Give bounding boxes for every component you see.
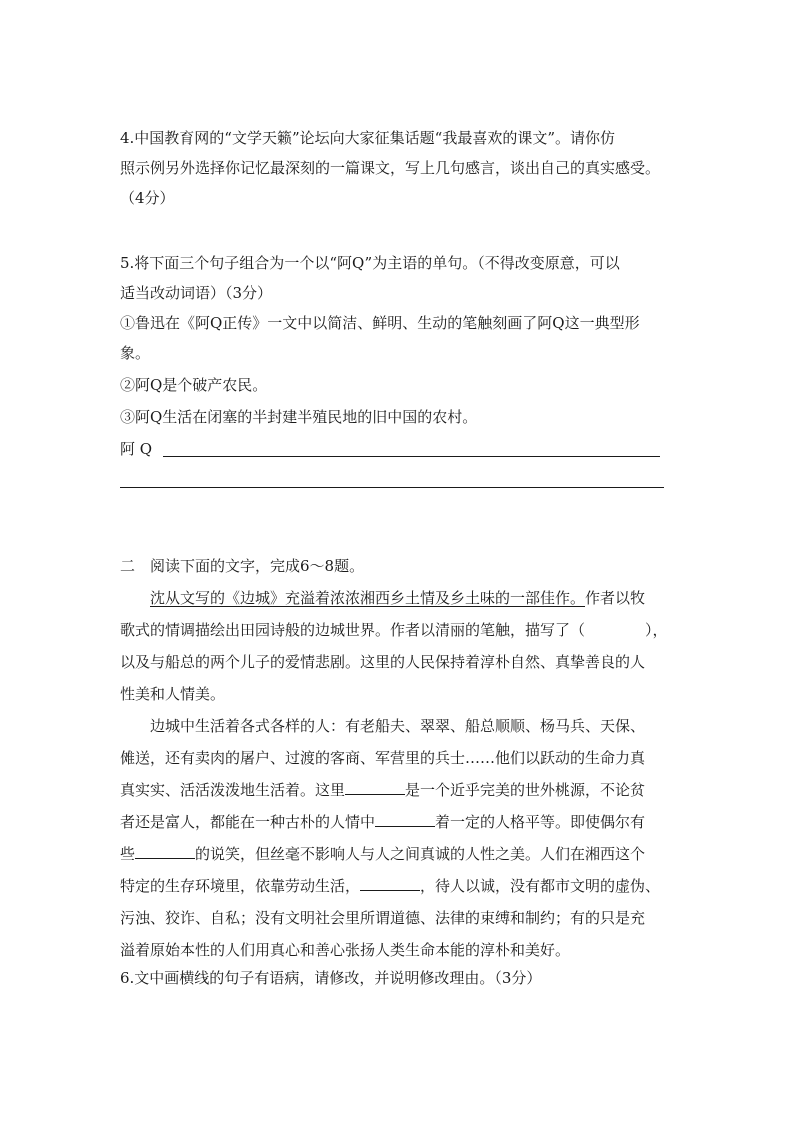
passage-p2-line-6 [120,876,660,896]
passage-p2-line-4-b: 着一定的人格平等。即使偶尔有 [435,813,646,831]
passage-p2-line-5-b: 的说笑，但丝毫不影响人与人之间真诚的人性之美。人们在湘西这个 [195,845,646,863]
passage-p1-line-1 [150,588,645,608]
passage-p1-line-3: 以及与船总的两个儿子的爱情悲剧。这里的人民保持着淳朴自然、真挚善良的人 [120,653,646,671]
q5-line-2: 适当改动词语）（3分） [120,284,273,302]
passage-p2-line-6-b: ，待人以诚，没有都市文明的虚伪、 [420,877,661,895]
fill-blank-1[interactable] [345,780,405,795]
passage-p2-line-4 [120,812,645,832]
passage-p2-line-4-a: 者还是富人，都能在一种古朴的人情中 [120,813,376,831]
passage-p2-line-3-b: 是一个近乎完美的世外桃源，不论贫 [405,781,646,799]
q6-text: 6.文中画横线的句子有语病，请修改，并说明修改理由。（3分） [120,969,542,987]
passage-p2-line-8: 溢着原始本性的人们用真心和善心张扬人类生命本能的淳朴和美好。 [120,941,571,959]
q4-line-2: 照示例另外选择你记忆最深刻的一篇课文，写上几句感言，谈出自己的真实感受。 [120,159,661,177]
passage-p2-line-1: 边城中生活着各式各样的人：有老船夫、翠翠、船总顺顺、杨马兵、天保、 [150,717,646,735]
passage-p2-line-3-a: 真实实、活活泼泼地生活着。这里 [120,781,346,799]
passage-p2-line-6-a: 特定的生存环境里，依靠劳动生活， [120,877,361,895]
passage-p2-line-2: 傩送，还有卖肉的屠户、过渡的客商、军营里的兵士……他们以跃动的生命力真 [120,749,646,767]
q5-sentence-1-line-2: 象。 [120,344,151,362]
q5-answer-prefix: 阿 Q [120,440,153,458]
q5-sentence-2: ②阿Q是个破产农民。 [120,376,268,394]
section-2-heading: 二 阅读下面的文字，完成6～8题。 [120,557,365,575]
q5-answer-line-2[interactable] [120,487,664,488]
passage-p1-line-4: 性美和人情美。 [120,685,226,703]
underlined-sentence: 沈从文写的《边城》充溢着浓浓湘西乡土情及乡土味的一部佳作。 [150,589,586,607]
q5-sentence-3: ③阿Q生活在闭塞的半封建半殖民地的旧中国的农村。 [120,408,478,426]
fill-blank-2[interactable] [375,812,435,827]
q5-line-1: 5.将下面三个句子组合为一个以“阿Q”为主语的单句。（不得改变原意，可以 [120,254,620,272]
passage-p2-line-5-a: 些 [120,845,136,863]
q4-line-1: 4.中国教育网的“文学天籁”论坛向大家征集话题“我最喜欢的课文”。请你仿 [120,129,615,147]
fill-blank-3[interactable] [135,844,195,859]
fill-blank-4[interactable] [360,876,420,891]
q5-answer-line-1[interactable] [163,456,660,457]
passage-p1-line-1-rest: 作者以牧 [585,589,646,607]
passage-p1-line-2: 歌式的情调描绘出田园诗般的边城世界。作者以清丽的笔触，描写了（ ）， [120,621,668,639]
passage-p2-line-5 [120,844,645,864]
q5-sentence-1-line-1: ①鲁迅在《阿Q正传》一文中以简洁、鲜明、生动的笔触刻画了阿Q这一典型形 [120,314,640,332]
passage-p2-line-7: 污浊、狡诈、自私；没有文明社会里所谓道德、法律的束缚和制约；有的只是充 [120,909,646,927]
q4-line-3: （4分） [120,189,175,207]
passage-p2-line-3 [120,780,645,800]
